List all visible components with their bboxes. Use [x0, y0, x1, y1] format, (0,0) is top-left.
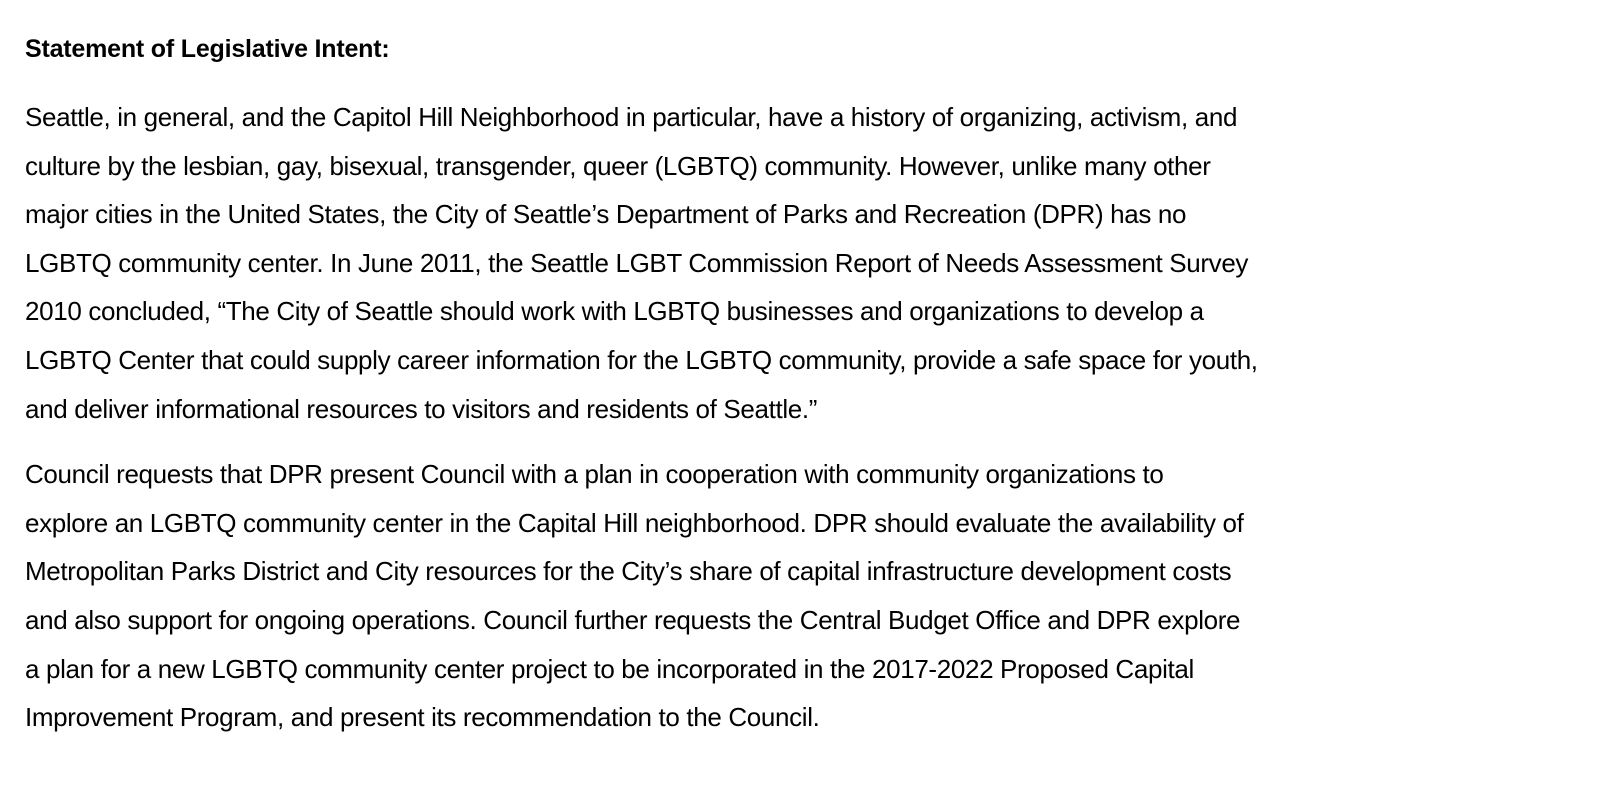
paragraph-line: culture by the lesbian, gay, bisexual, transgender, queer (LGBTQ) community. However, unlike many other — [25, 150, 1211, 181]
paragraph-line: a plan for a new LGBTQ community center project to be incorporated in the 2017-2022 Proposed Capital — [25, 653, 1194, 684]
paragraph-legislative-background — [25, 93, 1585, 433]
paragraph-line: Improvement Program, and present its recommendation to the Council. — [25, 702, 820, 733]
document-heading: Statement of Legislative Intent: — [25, 35, 390, 63]
paragraph-line: Seattle, in general, and the Capitol Hill Neighborhood in particular, have a history of organizing, activism, and — [25, 102, 1238, 132]
paragraph-line: Metropolitan Parks District and City resources for the City’s share of capital infrastructure development costs — [25, 556, 1232, 587]
paragraph-line: and also support for ongoing operations. Council further requests the Central Budget Office and DPR explore — [25, 604, 1241, 635]
paragraph-line: explore an LGBTQ community center in the Capital Hill neighborhood. DPR should evaluate the availability of — [25, 507, 1244, 538]
paragraph-line: Council requests that DPR present Council with a plan in cooperation with community organizations to — [25, 459, 1164, 490]
paragraph-line: LGBTQ Center that could supply career information for the LGBTQ community, provide a safe space for youth, — [25, 344, 1258, 375]
paragraph-line: 2010 concluded, “The City of Seattle should work with LGBTQ businesses and organizations to develop a — [25, 296, 1204, 327]
paragraph-line: major cities in the United States, the City of Seattle’s Department of Parks and Recreation (DPR) has no — [25, 199, 1187, 230]
paragraph-line: LGBTQ community center. In June 2011, the Seattle LGBT Commission Report of Needs Assessment Survey — [25, 247, 1249, 278]
document-page — [25, 34, 1585, 742]
paragraph-line: and deliver informational resources to visitors and residents of Seattle.” — [25, 393, 818, 424]
paragraph-council-request — [25, 450, 1585, 742]
